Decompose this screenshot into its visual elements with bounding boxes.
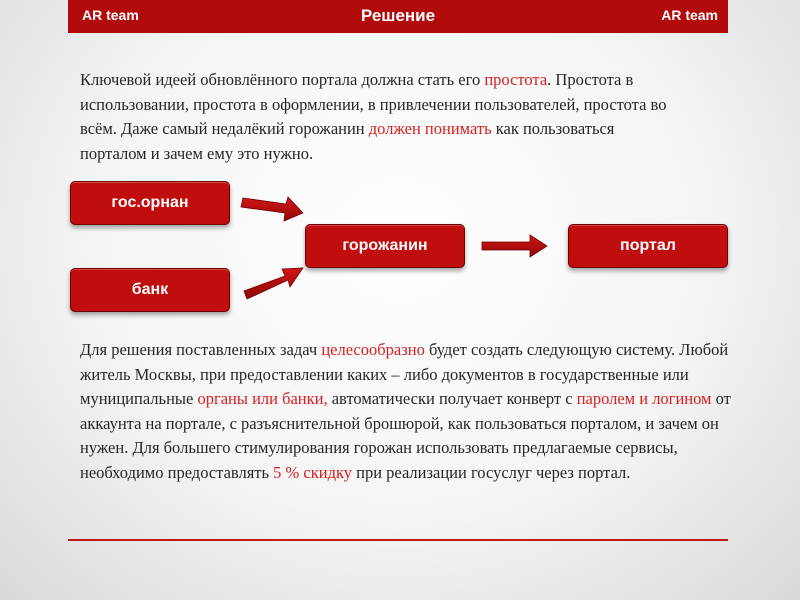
para2-part-8: при реализации госуслуг через портал. [352, 462, 631, 482]
arrow-citizen-to-portal-icon [482, 235, 547, 257]
bottom-divider [68, 539, 728, 541]
diagram-box-bank: банк [70, 268, 230, 312]
para1-part-3: должен понимать [368, 119, 492, 138]
para2-part-7: 5 % скидку [273, 462, 353, 482]
slide-title: Решение [360, 6, 436, 25]
para2-part-5: паролем и логином [576, 389, 712, 408]
para2-part-3: органы или банки, [197, 389, 328, 408]
diagram-box-citizen: горожанин [305, 224, 465, 268]
para2-part-2: будет создать следующую систему. Любой житель Москвы, при предоставлении каких – либо документов в государственные или муниципальные [80, 340, 729, 408]
brand-left: AR team [82, 7, 139, 23]
para2-part-4: автоматически получает конверт с [327, 389, 577, 408]
para1-part-2: . Простота в использовании, простота в оформлении, в привлечении пользователей, простота во всём. Даже самый недалёкий горожанин [80, 70, 667, 138]
para2-part-6: от аккаунта на портале, с разъяснительной брошюрой, как пользоваться порталом, и зачем он нужен. Для большего стимулирования горожан использовать предлагаемые сервисы, необходимо предоставлять [80, 389, 731, 482]
arrow-bank-to-citizen-icon [244, 268, 303, 299]
para2-part-1: целесообразно [321, 340, 425, 359]
diagram-box-portal: портал [568, 224, 728, 268]
diagram-box-gos: гос.орнан [70, 181, 230, 225]
para1-part-4: как пользоваться порталом и зачем ему это нужно. [80, 119, 615, 163]
brand-right: AR team [661, 7, 718, 23]
para2-part-0: Для решения поставленных задач [80, 340, 322, 359]
solution-paragraph [80, 338, 740, 485]
para1-part-1: простота [484, 70, 548, 89]
arrow-gos-to-citizen-icon [241, 197, 303, 221]
para1-part-0: Ключевой идеей обновлённого портала должна стать его [80, 70, 485, 89]
